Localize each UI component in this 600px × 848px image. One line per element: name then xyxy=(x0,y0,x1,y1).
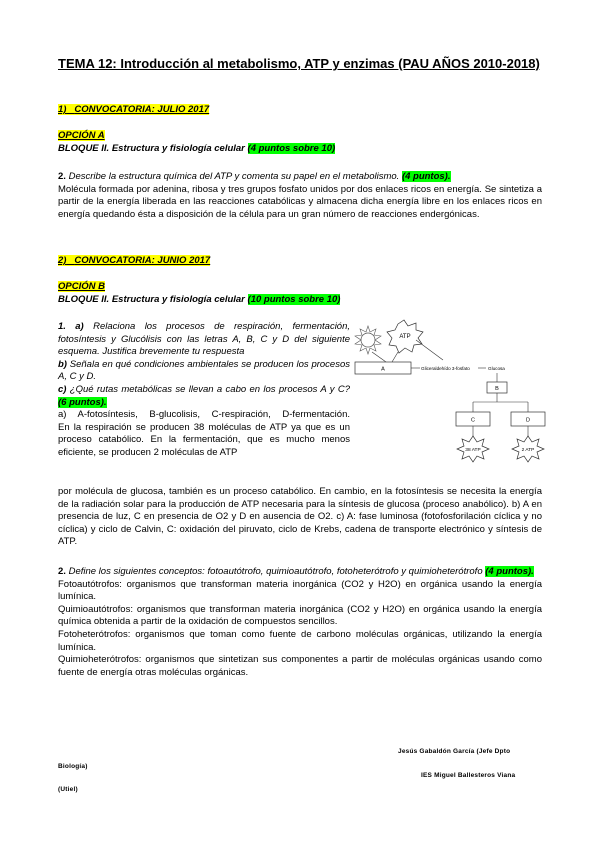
answer-1a-line: a) A-fotosíntesis, B-glucolisis, C-respiración, D-fermentación. xyxy=(58,409,350,421)
atp-to-glucose-line xyxy=(416,340,443,360)
question-2-number: 2. xyxy=(58,566,66,577)
convocatoria-2-label: CONVOCATORIA: JUNIO 2017 xyxy=(74,255,211,266)
question-1c-label: c) xyxy=(58,383,67,395)
question-1a-text: Relaciona los procesos de respiración, fermentación, fotosíntesis y Glucólisis con las letras A, B, C y D del siguiente esquema. Justifica brevemente tu respuesta xyxy=(58,321,351,358)
question-2-text: Define los siguientes conceptos: fotoautótrofo, quimioautótrofo, fotoheterótrofo y quimioheterótrofo xyxy=(68,566,483,577)
option-b-answer-continued xyxy=(58,486,542,549)
option-a-block-label: BLOQUE II. Estructura y fisiología celular xyxy=(58,143,245,154)
box-b-label: B xyxy=(495,386,499,392)
question-1a-number: 1. a) xyxy=(58,321,84,332)
question-1b-text: Señala en qué condiciones ambientales se producen los procesos A, C y D. xyxy=(58,358,350,383)
option-b-question-2 xyxy=(58,566,542,679)
convocatoria-2-heading xyxy=(58,255,210,266)
option-a-heading xyxy=(58,130,105,141)
option-a-question-2 xyxy=(58,171,542,221)
atp-burst-c xyxy=(457,436,489,462)
option-b-block xyxy=(58,294,340,305)
footer-city: (Utiel) xyxy=(58,786,78,793)
sun-arrow xyxy=(372,352,386,362)
footer-department: Biología) xyxy=(58,763,88,770)
sun-icon xyxy=(355,326,381,354)
question-2-points: (4 puntos). xyxy=(485,566,534,577)
atp-c-label: 38 ATP xyxy=(465,448,481,453)
metabolism-diagram xyxy=(350,318,550,480)
answer-text: Molécula formada por adenina, ribosa y tres grupos fosfato unidos por dos enlaces ricos en energía. Se sintetiza a partir de la energía liberada en las reacciones catabólicas y almacena dicha energía libre en los enlaces ricos en energía quedando ésta a disposición de la célula para un gran número de reacciones endergónicas. xyxy=(58,183,542,220)
definition-quimioautotrofos: Quimioautótrofos: organismos que transforman materia inorgánica (CO2 y H2O) en orgánica usando la energía química obtenida a partir de la oxidación de compuestos sencillos. xyxy=(58,603,542,628)
atp-burst-top xyxy=(387,320,423,353)
option-a-label: OPCIÓN A xyxy=(58,130,105,141)
convocatoria-1-heading xyxy=(58,104,209,115)
atp-top-label: ATP xyxy=(399,334,411,340)
option-b-block-label: BLOQUE II. Estructura y fisiología celular xyxy=(58,294,245,305)
answer-1-text-part1: En la respiración se producen 38 moléculas de ATP ya que es un proceso catabólico. En la fermentación, que es mucho menos eficiente, se producen 2 moléculas de ATP xyxy=(58,421,350,458)
option-a-block-points: (4 puntos sobre 10) xyxy=(247,143,336,154)
convocatoria-2-number: 2) xyxy=(58,255,67,266)
question-1-points: (6 puntos). xyxy=(58,396,107,408)
box-d-label: D xyxy=(526,417,530,424)
option-b-block-points: (10 puntos sobre 10) xyxy=(247,294,341,305)
convocatoria-1-label: CONVOCATORIA: JULIO 2017 xyxy=(74,104,210,115)
atp-burst-d xyxy=(512,436,544,462)
atp-d-label: 2 ATP xyxy=(521,448,535,453)
option-b-heading xyxy=(58,281,105,292)
footer-school: IES Miguel Ballesteros Viana xyxy=(421,772,516,779)
question-points: (4 puntos). xyxy=(401,171,451,182)
question-text: Describe la estructura química del ATP y comenta su papel en el metabolismo. xyxy=(68,171,400,182)
option-b-question-1 xyxy=(58,321,350,460)
question-1c-text: ¿Qué rutas metabólicas se llevan a cabo en los procesos A y C? xyxy=(69,383,350,395)
definition-fotoheterotrofos: Fotoheterótrofos: organismos que toman como fuente de carbono moléculas orgánicas, utilizando la energía lumínica. xyxy=(58,628,542,653)
convocatoria-1-number: 1) xyxy=(58,104,67,115)
g3p-label: Gliceraldehído 3-fosfato xyxy=(421,366,470,371)
glucose-label: Glucosa xyxy=(488,366,505,371)
question-number: 2. xyxy=(58,171,66,182)
atp-to-a-line xyxy=(392,352,398,362)
definition-quimioheterotrofos: Quimioheterótrofos: organismos que sintetizan sus componentes a partir de moléculas orgánicas usando como fuente de energía otras moléculas orgánicas. xyxy=(58,654,542,678)
option-a-block xyxy=(58,143,335,154)
box-c-label: C xyxy=(471,417,475,424)
definition-fotoautotrofos: Fotoautótrofos: organismos que transforman materia inorgánica (CO2 y H2O) en orgánica usando la energía lumínica. xyxy=(58,578,542,603)
option-b-label: OPCIÓN B xyxy=(58,281,105,292)
answer-1-text-part2: por molécula de glucosa, también es un proceso catabólico. En cambio, en la fotosíntesis se necesita la energía de la radiación solar para la producción de ATP necesaria para la síntesis de glucosa (proceso anabólico). b) A en presencia de luz, C en presencia de O2 y D en ausencia de O2. c) A: fase luminosa (fotofosforilación cíclica y no cíclica) y ciclo de Calvin, C: oxidación del piruvato, ciclo de Krebs, cadena de transporte electrónico y síntesis de ATP. xyxy=(58,486,542,548)
question-1b-label: b) xyxy=(58,358,67,370)
page-title: TEMA 12: Introducción al metabolismo, ATP y enzimas (PAU AÑOS 2010-2018) xyxy=(58,56,540,71)
box-a-label: A xyxy=(381,366,385,373)
footer-author: Jesús Gabaldón García (Jefe Dpto xyxy=(398,748,511,755)
